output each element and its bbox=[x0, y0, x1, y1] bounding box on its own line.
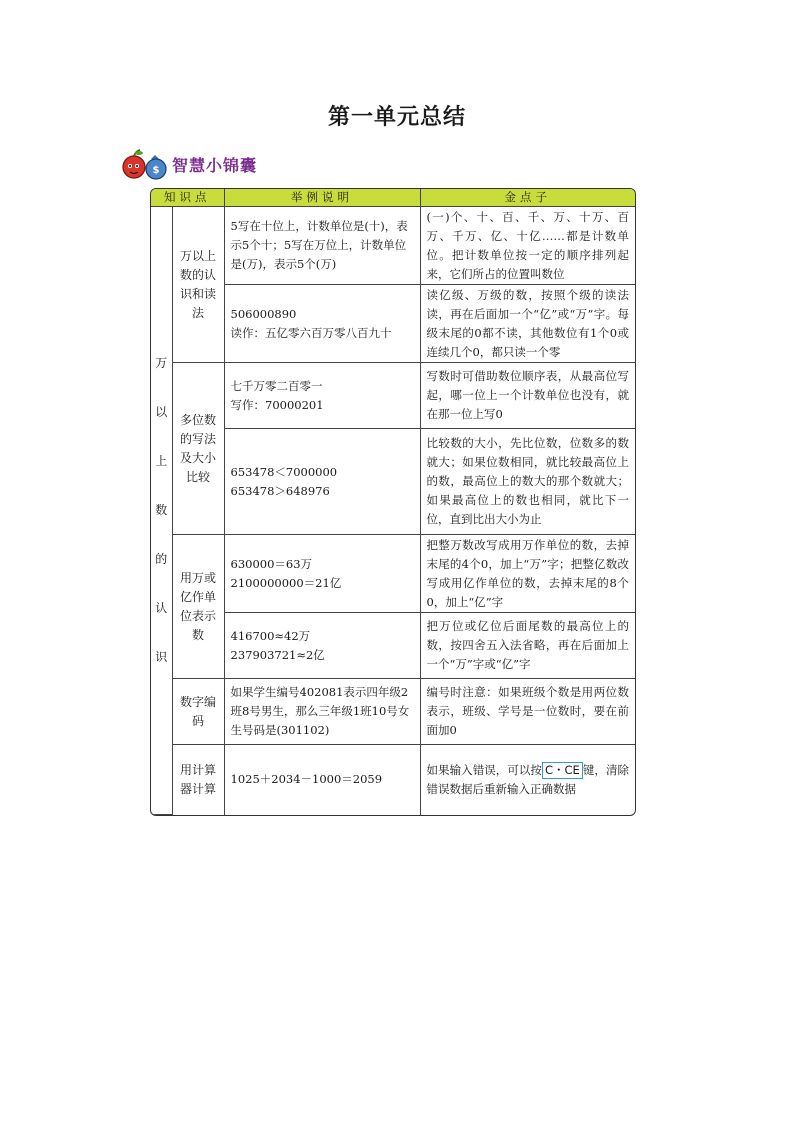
tip-text: 如果输入错误，可以按 bbox=[426, 762, 542, 777]
main-topic-char: 数 bbox=[155, 503, 168, 517]
apple-and-money-bag-icon bbox=[120, 147, 168, 181]
example-text: 1025＋2034－1000＝2059 bbox=[230, 772, 383, 787]
example-line: 653478＞648976 bbox=[230, 483, 330, 498]
tip-cell: (一)个、十、百、千、万、十万、百万、千万、亿、十亿……都是计数单位。把计数单位按一定的顺序排列起来，它们所占的位置叫数位 bbox=[420, 207, 635, 285]
tip-cell: 把整万数改写成用万作单位的数，去掉末尾的4个0，加上“万”字；把整亿数改写成用亿作单位的数，去掉末尾的8个0，加上“亿”字 bbox=[420, 535, 635, 613]
example-line: 630000＝63万 bbox=[230, 556, 313, 571]
table-row bbox=[151, 535, 635, 613]
table-row bbox=[151, 745, 635, 815]
svg-text:$: $ bbox=[152, 165, 160, 176]
main-topic-char: 万 bbox=[155, 356, 168, 370]
section-label: 智慧小锦囊 bbox=[172, 155, 258, 175]
tip-cell: 编号时注意：如果班级个数是用两位数表示，班级、学号是一位数时，要在前面加0 bbox=[420, 679, 635, 745]
header-example: 举例说明 bbox=[224, 189, 420, 207]
sub-topic-reading: 万以上数的认识和读法 bbox=[172, 207, 224, 363]
example-line: 七千万零二百零一 bbox=[230, 378, 323, 393]
example-cell bbox=[224, 285, 420, 363]
main-topic-char: 认 bbox=[155, 601, 168, 615]
sub-topic-writing: 多位数的写法及大小比较 bbox=[172, 363, 224, 535]
table-row bbox=[151, 285, 635, 363]
sub-topic-coding: 数字编码 bbox=[172, 679, 224, 745]
example-cell bbox=[224, 679, 420, 745]
tip-cell: 读亿级、万级的数，按照个级的读法读，再在后面加一个“亿”或“万”字。每级末尾的0都不读，其他数位有1个0或连续几个0，都只读一个零 bbox=[420, 285, 635, 363]
main-topic-char: 的 bbox=[155, 552, 168, 566]
header-tips: 金点子 bbox=[420, 189, 635, 207]
example-line: 237903721≈2亿 bbox=[230, 647, 325, 662]
sub-topic-calculator: 用计算器计算 bbox=[172, 745, 224, 815]
sub-topic-unit: 用万或亿作单位表示数 bbox=[172, 535, 224, 679]
example-line: 416700≈42万 bbox=[230, 628, 311, 643]
main-topic-cell bbox=[151, 207, 172, 815]
main-topic-char: 上 bbox=[155, 454, 168, 468]
example-cell bbox=[224, 535, 420, 613]
example-line: 2100000000＝21亿 bbox=[230, 575, 342, 590]
example-cell bbox=[224, 429, 420, 535]
example-cell bbox=[224, 745, 420, 815]
section-header bbox=[120, 146, 257, 182]
tip-text: 键，清除错误数据后重新输入正确数据 bbox=[426, 762, 630, 796]
tip-cell: 比较数的大小，先比位数，位数多的数就大；如果位数相同，就比较最高位上的数，最高位上的数大的那个数就大；如果最高位上的数也相同，就比下一位，直到比出大小为止 bbox=[420, 429, 635, 535]
table-row bbox=[151, 429, 635, 535]
table-header-row bbox=[151, 189, 635, 207]
example-line: 506000890 bbox=[230, 306, 297, 321]
example-line: 读作：五亿零六百万零八百九十 bbox=[230, 325, 392, 340]
header-knowledge-point: 知识点 bbox=[151, 189, 224, 207]
table-row bbox=[151, 207, 635, 285]
tip-cell: 把万位或亿位后面尾数的最高位上的数，按四舍五入法省略，再在后面加上一个“万”字或“亿”字 bbox=[420, 613, 635, 679]
table-row bbox=[151, 613, 635, 679]
example-line: 写作：70000201 bbox=[230, 397, 324, 412]
example-cell bbox=[224, 207, 420, 285]
example-text: 如果学生编号402081表示四年级2班8号男生，那么三年级1班10号女生号码是(301102) bbox=[230, 685, 410, 737]
example-line: 653478＜7000000 bbox=[230, 464, 338, 479]
main-topic-char: 识 bbox=[155, 650, 168, 664]
tip-cell bbox=[420, 745, 635, 815]
example-cell bbox=[224, 613, 420, 679]
c-ce-key-button: C・CE bbox=[542, 762, 583, 779]
page-title: 第一单元总结 bbox=[327, 105, 466, 130]
tip-cell: 写数时可借助数位顺序表，从最高位写起，哪一位上一个计数单位也没有，就在那一位上写0 bbox=[420, 363, 635, 429]
example-cell bbox=[224, 363, 420, 429]
summary-table bbox=[150, 188, 636, 816]
main-topic-char: 以 bbox=[155, 405, 168, 419]
table-row bbox=[151, 679, 635, 745]
example-text: 5写在十位上，计数单位是(十)，表示5个十；5写在万位上，计数单位是(万)，表示5个(万) bbox=[230, 219, 408, 271]
table-row bbox=[151, 363, 635, 429]
